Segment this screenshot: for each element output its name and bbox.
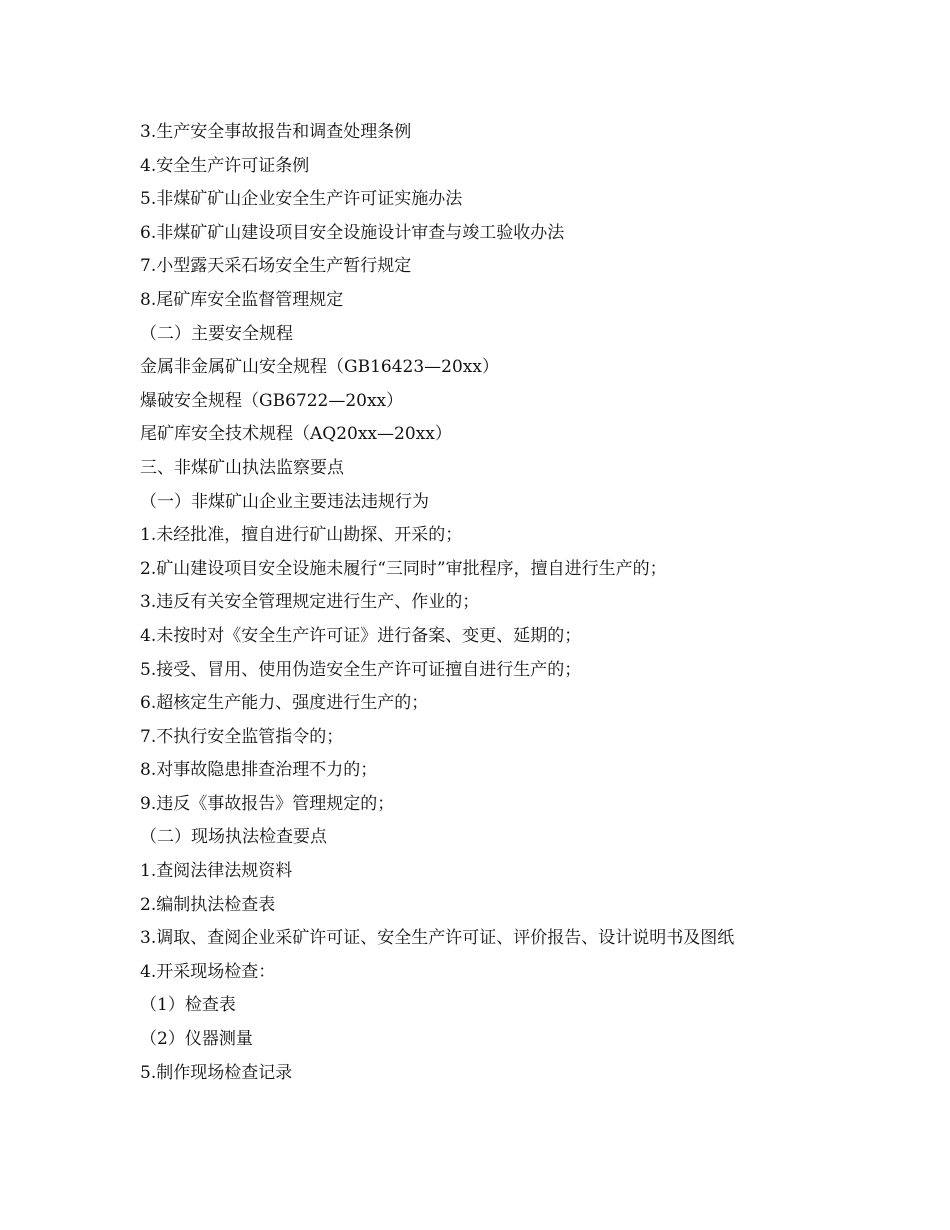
regulation-item: 4.安全生产许可证条例 [140, 155, 310, 176]
section-heading: （二）现场执法检查要点 [140, 827, 327, 848]
violation-item: 4.未按时对《安全生产许可证》进行备案、变更、延期的； [140, 625, 582, 646]
inspection-step: 1.查阅法律法规资料 [140, 861, 293, 882]
safety-rule-item: 尾矿库安全技术规程（AQ20xx—20xx） [140, 424, 452, 445]
regulation-item: 7.小型露天采石场安全生产暂行规定 [140, 256, 412, 277]
inspection-substep: （2）仪器测量 [140, 1029, 253, 1050]
safety-rule-item: 爆破安全规程（GB6722—20xx） [140, 390, 404, 411]
document-body [140, 116, 840, 1090]
violation-item: 9.违反《事故报告》管理规定的； [140, 793, 395, 814]
violation-item: 5.接受、冒用、使用伪造安全生产许可证擅自进行生产的； [140, 659, 582, 680]
violation-item: 1.未经批准，擅自进行矿山勘探、开采的； [140, 525, 463, 546]
inspection-step: 2.编制执法检查表 [140, 894, 276, 915]
section-heading: （一）非煤矿山企业主要违法违规行为 [140, 491, 429, 512]
inspection-step: 4.开采现场检查： [140, 961, 276, 982]
violation-item: 6.超核定生产能力、强度进行生产的； [140, 693, 429, 714]
regulation-item: 8.尾矿库安全监督管理规定 [140, 289, 344, 310]
regulation-item: 3.生产安全事故报告和调查处理条例 [140, 122, 412, 142]
section-heading: （二）主要安全规程 [140, 323, 293, 344]
regulation-item: 6.非煤矿矿山建设项目安全设施设计审查与竣工验收办法 [140, 222, 565, 243]
violation-item: 2.矿山建设项目安全设施未履行“三同时”审批程序，擅自进行生产的； [140, 558, 667, 579]
inspection-step: 3.调取、查阅企业采矿许可证、安全生产许可证、评价报告、设计说明书及图纸 [140, 928, 735, 949]
violation-item: 7.不执行安全监管指令的； [140, 726, 344, 747]
safety-rule-item: 金属非金属矿山安全规程（GB16423—20xx） [140, 357, 499, 378]
violation-item: 8.对事故隐患排查治理不力的； [140, 760, 378, 781]
violation-item: 3.违反有关安全管理规定进行生产、作业的； [140, 592, 480, 613]
chapter-heading: 三、非煤矿山执法监察要点 [140, 457, 344, 478]
inspection-step: 5.制作现场检查记录 [140, 1062, 293, 1083]
inspection-substep: （1）检查表 [140, 995, 236, 1016]
regulation-item: 5.非煤矿矿山企业安全生产许可证实施办法 [140, 189, 463, 210]
